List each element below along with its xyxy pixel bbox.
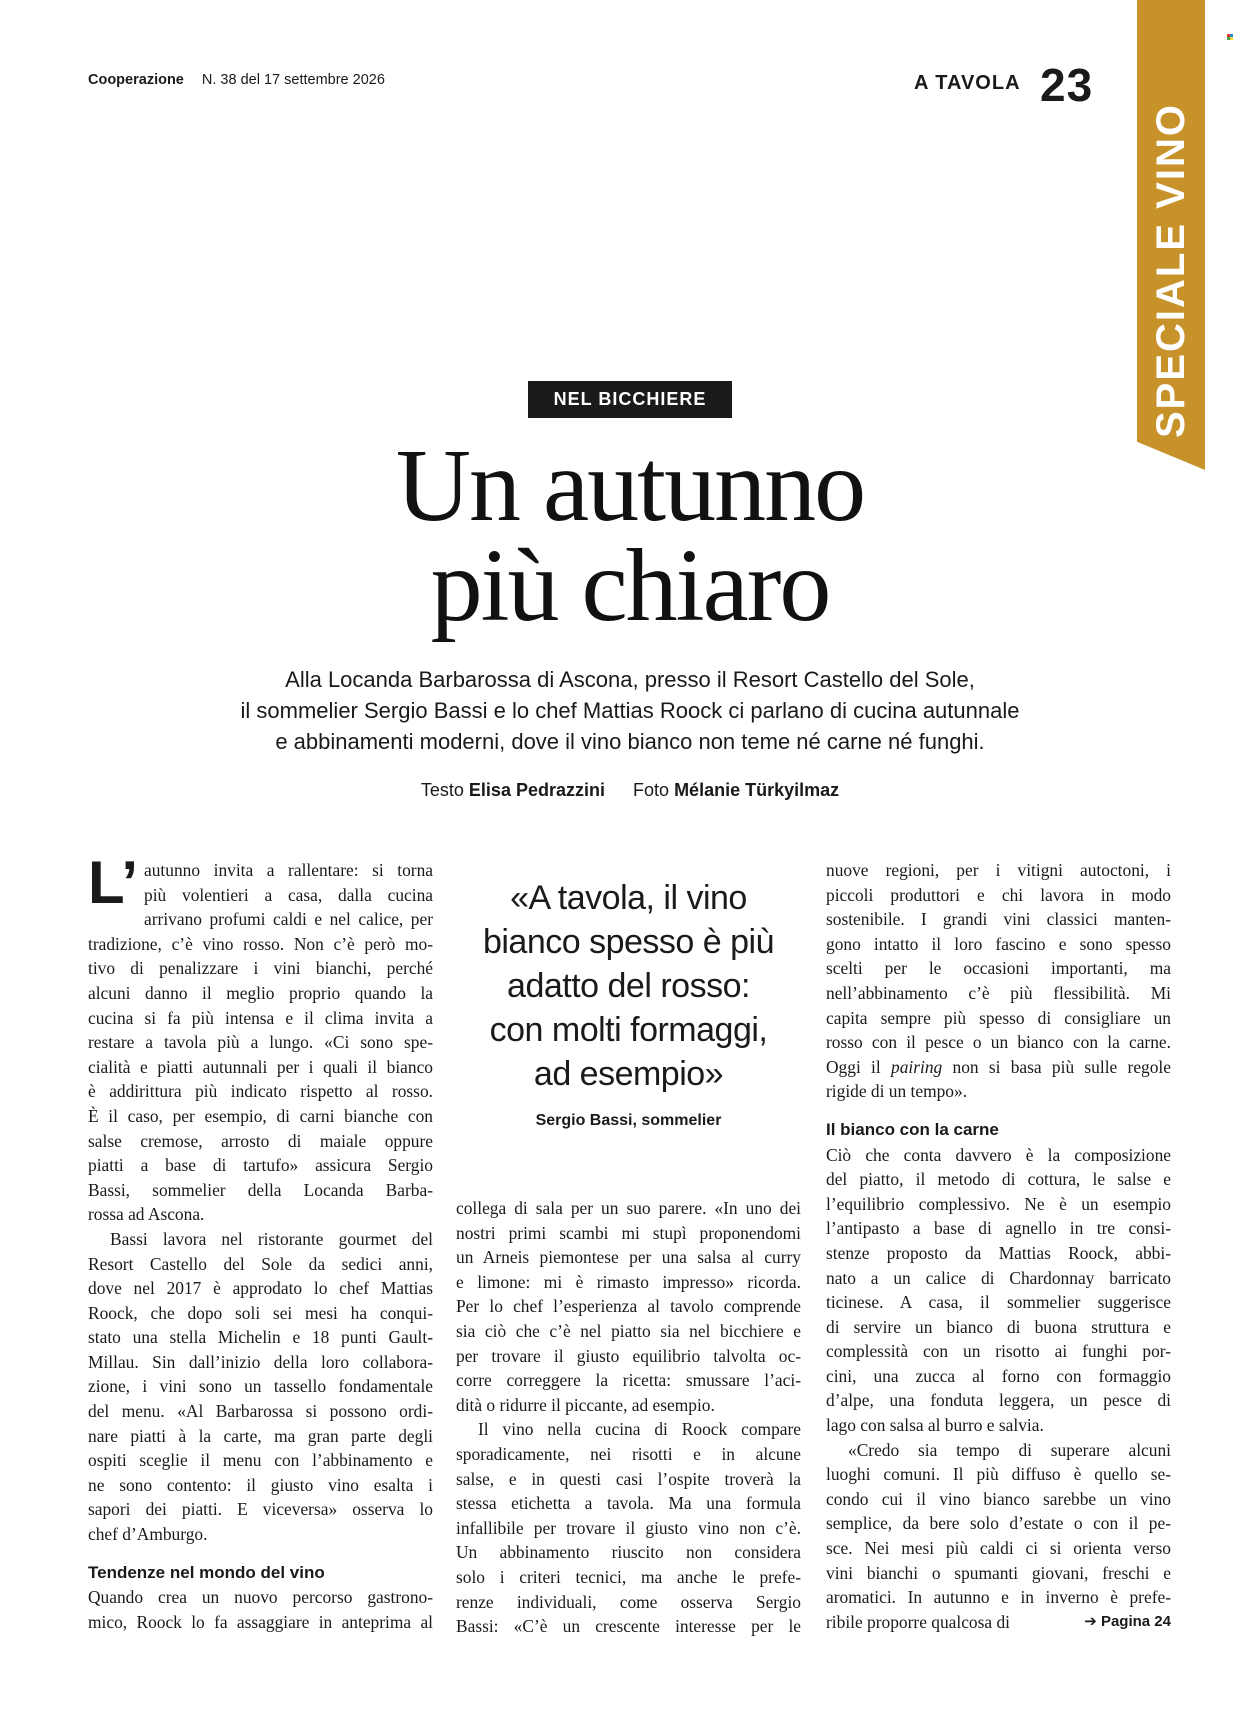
body-line: nare piatti à la carte, ma gran parte degli [88, 1425, 433, 1446]
body-line: È il caso, per esempio, di carni bianche con [88, 1105, 433, 1126]
body-line: Bassi, sommelier della Locanda Barba- [88, 1179, 433, 1200]
body-line: sia ciò che c’è nel piatto sia nel bicchiere e [456, 1320, 801, 1341]
body-text: ribile proporre qualcosa di [826, 1611, 1010, 1632]
body-line: e limone: mi è rimasto impresso» ricorda. [456, 1271, 801, 1292]
body-line: rigide di un tempo». [826, 1081, 968, 1102]
body-line: renze individuali, come osserva Sergio [456, 1591, 801, 1612]
body-line: Il vino nella cucina di Roock compare [478, 1419, 801, 1440]
body-line: ospiti sceglie il menu con l’abbinamento e [88, 1450, 433, 1471]
body-line: Millau. Sin dall’inizio della loro collabora- [88, 1351, 433, 1372]
body-line: aromatici. In autunno e in inverno è prefe- [826, 1587, 1171, 1608]
body-line: semplice, da bere solo d’estate o con il pe- [826, 1513, 1171, 1534]
text-credit-label: Testo [420, 780, 464, 800]
body-line: Quando crea un nuovo percorso gastrono- [88, 1587, 433, 1608]
body-line: Ciò che conta davvero è la composizione [826, 1144, 1171, 1165]
body-line: cucina si fa più intensa e il clima invita a [88, 1007, 433, 1028]
body-line: lago con salsa al burro e salvia. [826, 1415, 1044, 1436]
body-line: nuove regioni, per i vitigni autoctoni, i [826, 860, 1171, 880]
body-line: del menu. «Al Barbarossa si possono ordi- [88, 1401, 433, 1422]
quote-line: con molti formaggi, [489, 1011, 768, 1049]
body-line: piatti a base di tartufo» assicura Sergio [88, 1155, 433, 1176]
quote-line: bianco spesso è più [482, 923, 775, 961]
article-credits [150, 780, 1110, 801]
subhead: Tendenze nel mondo del vino [88, 1562, 325, 1582]
body-line: cini, una zucca al forno con formaggio [826, 1365, 1171, 1386]
body-line: corre correggere la ricetta: smussare l’aci- [456, 1370, 801, 1391]
body-line: sostenibile. I grandi vini classici manten- [826, 909, 1171, 930]
continue-link[interactable]: ➔ Pagina 24 [1084, 1612, 1171, 1630]
body-line: dove nel 2017 è approdato lo chef Mattias [88, 1278, 433, 1299]
quote-line: «A tavola, il vino [510, 879, 747, 917]
quote-line: adatto del rosso: [507, 967, 750, 1005]
body-line: Bassi lavora nel ristorante gourmet del [110, 1228, 433, 1249]
body-column-1 [88, 849, 433, 1634]
lead-line: il sommelier Sergio Bassi e lo chef Mattias Roock ci parlano di cucina autunnale [240, 698, 1020, 723]
body-line: sapori dei piatti. E viceversa» osserva lo [88, 1499, 433, 1520]
body-line: Resort Castello del Sole da sedici anni, [88, 1253, 433, 1274]
pull-quote [456, 876, 801, 1130]
body-line: dità o ridurre il piccante, ad esempio. [456, 1394, 715, 1415]
header-left [88, 72, 385, 88]
pairing-term: pairing [891, 1056, 943, 1077]
body-line: zione, i vini sono un tassello fondamentale [88, 1376, 433, 1397]
title-line: più chiaro [430, 528, 830, 643]
body-line: Per lo chef l’esperienza al tavolo comprende [456, 1296, 801, 1317]
body-line [826, 1610, 1171, 1635]
body-line: del piatto, il metodo di cottura, le salse e [826, 1169, 1171, 1190]
article-lead [150, 664, 1110, 757]
body-line: un Arneis piemontese per una salsa al curry [456, 1247, 801, 1268]
body-line: l’equilibrio complessivo. Ne è un esempio [826, 1193, 1171, 1214]
drop-cap: L’ [88, 849, 139, 916]
issue-info: N. 38 del 17 settembre 2026 [201, 72, 385, 88]
lead-line: Alla Locanda Barbarossa di Ascona, presso il Resort Castello del Sole, [285, 667, 975, 692]
body-line: l’antipasto a base di agnello in tre consi- [826, 1218, 1171, 1239]
body-line: stenze proposto da Mattias Roock, abbi- [826, 1242, 1171, 1263]
body-line: Un abbinamento riuscito non considera [456, 1542, 801, 1563]
article-title [200, 428, 1060, 643]
body-line: Roock, che dopo soli sei mesi ha conqui- [88, 1302, 433, 1323]
title-line: Un autunno [395, 428, 865, 543]
body-line: rossa ad Ascona. [88, 1204, 205, 1225]
body-line: tivo di penalizzare i vini bianchi, perché [88, 958, 433, 979]
body-line: nostri primi scambi mi stupì proponendomi [456, 1222, 801, 1243]
page-number: 23 [1040, 59, 1094, 111]
body-line: vini bianchi o spumanti giovani, freschi e [826, 1562, 1171, 1583]
body-text: Oggi il [826, 1056, 891, 1077]
body-line: salse cremose, arrosto di maiale oppure [88, 1130, 433, 1151]
body-line: restare a tavola più a lungo. «Ci sono spe- [88, 1032, 433, 1053]
body-line: scelti per le occasioni importanti, ma [826, 958, 1171, 979]
body-line: condo cui il vino bianco sarebbe un vino [826, 1488, 1171, 1509]
body-line: stessa etichetta a tavola. Ma una formula [456, 1493, 801, 1514]
body-column-2 [456, 1196, 801, 1639]
body-line: autunno invita a rallentare: si torna [144, 860, 433, 880]
body-line: luoghi comuni. Il più diffuso è quello se- [826, 1464, 1171, 1485]
body-line: sporadicamente, nei risotti e in alcune [456, 1443, 801, 1464]
body-line: infallibile per trovare il giusto vino non c’è. [456, 1517, 801, 1538]
photo-credit-label: Foto [633, 780, 670, 800]
body-line: nato a un calice di Chardonnay barricato [826, 1267, 1171, 1288]
body-line: di servire un bianco di buona struttura e [826, 1316, 1171, 1337]
body-line: salse, e in questi casi l’ospite troverà la [456, 1468, 801, 1489]
quote-line: ad esempio» [533, 1055, 724, 1093]
body-line: sce. Nei mesi più caldi ci si orienta verso [826, 1538, 1171, 1559]
article-kicker: NEL BICCHIERE [528, 381, 732, 418]
body-line: nell’abbinamento c’è più flessibilità. Mi [826, 982, 1171, 1003]
body-line: cialità e piatti autunnali per i quali il bianco [88, 1056, 433, 1077]
body-column-3 [826, 858, 1171, 1634]
body-line: alcuni danno il meglio proprio quando la [88, 982, 433, 1003]
subhead: Il bianco con la carne [826, 1119, 999, 1139]
body-line: Bassi: «C’è un crescente interesse per le [456, 1616, 801, 1637]
body-line [826, 1055, 1171, 1080]
side-band-label: SPECIALE VINO [1149, 103, 1193, 438]
body-line: gono intatto il loro fascino e sono spesso [826, 933, 1171, 954]
section-label: A TAVOLA [914, 72, 1021, 94]
body-line: più volentieri a casa, dalla cucina [144, 884, 433, 905]
quote-attribution: Sergio Bassi, sommelier [535, 1112, 722, 1129]
photo-author: Mélanie Türkyilmaz [674, 780, 840, 800]
body-line: rosso con il pesce o un bianco con la carne. [826, 1032, 1171, 1053]
body-line: collega di sala per un suo parere. «In uno dei [456, 1198, 801, 1218]
color-registration-icon [1227, 34, 1234, 41]
lead-line: e abbinamenti moderni, dove il vino bianco non teme né carne né funghi. [275, 729, 985, 754]
body-line: chef d’Amburgo. [88, 1524, 208, 1545]
body-line: ne sono contento: il giusto vino esalta i [88, 1474, 433, 1495]
body-line: stato una stella Michelin e 18 punti Gault- [88, 1327, 433, 1348]
body-line: d’alpe, una fonduta leggera, un pesce di [826, 1390, 1171, 1411]
body-line: ticinese. A casa, il sommelier suggerisce [826, 1292, 1171, 1313]
body-line: capita sempre più spesso di consigliare un [826, 1007, 1171, 1028]
body-line: arrivano profumi caldi e nel calice, per [144, 909, 433, 930]
body-line: solo i criteri tecnici, ma anche le prefe- [456, 1566, 801, 1587]
body-line: tradizione, c’è vino rosso. Non c’è però mo- [88, 933, 433, 954]
body-line: mico, Roock lo fa assaggiare in anteprima al [88, 1611, 433, 1632]
body-text: non si basa più sulle regole [942, 1056, 1171, 1077]
body-line: piccoli produttori e chi lavora in modo [826, 884, 1171, 905]
body-line: «Credo sia tempo di superare alcuni [848, 1439, 1171, 1460]
text-author: Elisa Pedrazzini [468, 780, 605, 800]
body-line: per trovare il giusto equilibrio talvolta oc- [456, 1345, 801, 1366]
publication-name: Cooperazione [88, 72, 184, 88]
body-line: complessità con un risotto ai funghi por- [826, 1341, 1171, 1362]
body-line: è addirittura più indicato rispetto al rosso. [88, 1081, 433, 1102]
